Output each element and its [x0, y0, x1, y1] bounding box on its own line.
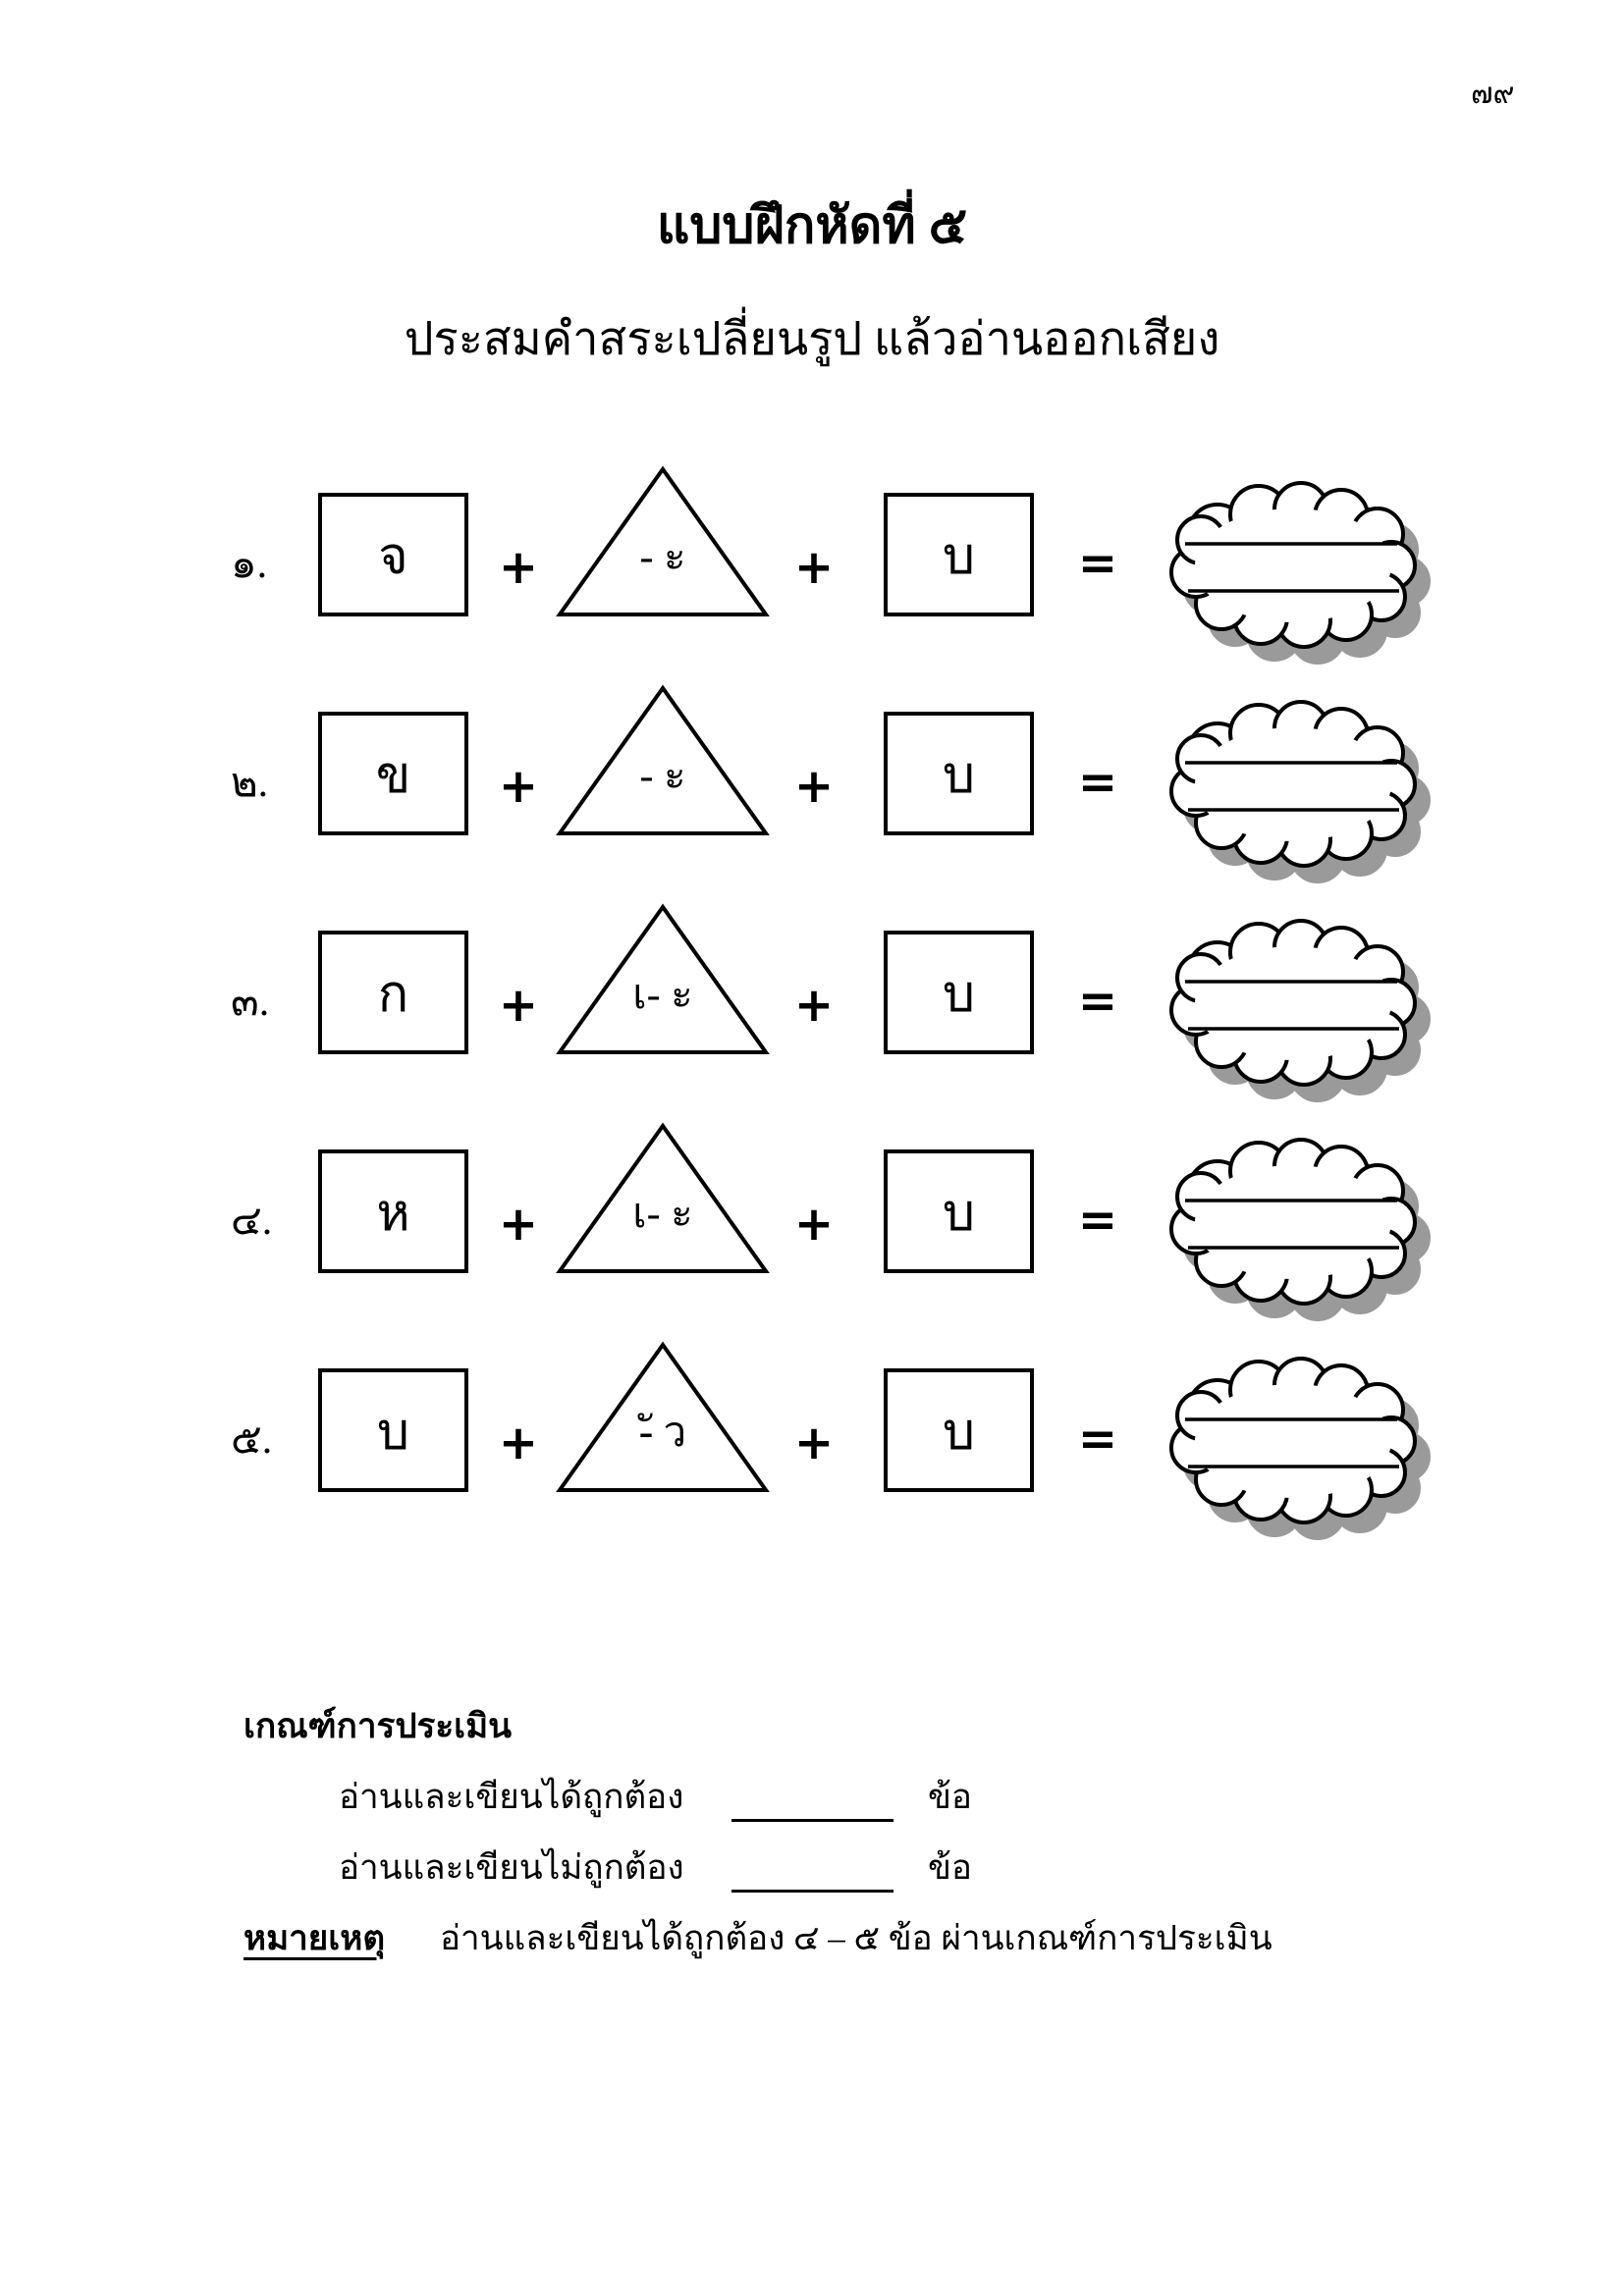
answer-cloud[interactable]	[1164, 694, 1448, 890]
initial-consonant-box	[318, 1149, 468, 1273]
equals-sign: =	[1077, 755, 1118, 810]
plus-sign: +	[793, 1197, 835, 1252]
final-consonant: บ	[942, 1186, 975, 1242]
criterion-label: อ่านและเขียนได้ถูกต้อง	[339, 1778, 684, 1816]
cloud-icon	[1164, 913, 1448, 1109]
item-number: ๕.	[231, 1417, 273, 1463]
plus-sign: +	[498, 978, 539, 1033]
note-row	[0, 1914, 1624, 1983]
item-number: ๓.	[231, 980, 270, 1025]
answer-cloud[interactable]	[1164, 913, 1448, 1109]
initial-consonant-box	[318, 1368, 468, 1492]
vowel-triangle	[555, 464, 771, 619]
final-consonant: บ	[942, 1405, 975, 1461]
worksheet-subtitle: ประสมคำสระเปลี่ยนรูป แล้วอ่านออกเสียง	[404, 314, 1220, 365]
plus-sign: +	[793, 540, 835, 595]
final-consonant-box	[884, 931, 1034, 1054]
criterion-unit: ข้อ	[928, 1848, 972, 1887]
initial-consonant: ก	[377, 967, 409, 1023]
note-label: หมายเหตุ	[244, 1919, 386, 1957]
initial-consonant-box	[318, 712, 468, 835]
worksheet-title: แบบฝึกหัดที่ ๕	[656, 198, 968, 254]
exercise-row	[0, 880, 1624, 1105]
plus-sign: +	[498, 540, 539, 595]
cloud-icon	[1164, 694, 1448, 890]
vowel-triangle	[555, 1121, 771, 1276]
cloud-icon	[1164, 1132, 1448, 1328]
final-consonant-box	[884, 1149, 1034, 1273]
answer-cloud[interactable]	[1164, 1351, 1448, 1547]
vowel-pattern: - ะ	[639, 535, 686, 580]
criterion-unit: ข้อ	[928, 1778, 972, 1816]
final-consonant-box	[884, 1368, 1034, 1492]
final-consonant-box	[884, 493, 1034, 616]
exercise-row	[0, 1098, 1624, 1324]
vowel-triangle	[555, 902, 771, 1057]
initial-consonant: ห	[376, 1186, 410, 1242]
vowel-triangle	[555, 1340, 771, 1495]
initial-consonant-box	[318, 931, 468, 1054]
final-consonant: บ	[942, 529, 975, 585]
note-text: อ่านและเขียนได้ถูกต้อง ๔ – ๕ ข้อ ผ่านเกณฑ์การประเมิน	[440, 1919, 1272, 1957]
plus-sign: +	[793, 978, 835, 1033]
vowel-pattern: เ- ะ	[632, 1192, 693, 1237]
item-number: ๒.	[231, 761, 269, 806]
equals-sign: =	[1077, 1193, 1118, 1248]
initial-consonant: บ	[376, 1405, 409, 1461]
exercise-row	[0, 1317, 1624, 1543]
final-consonant-box	[884, 712, 1034, 835]
equals-sign: =	[1077, 974, 1118, 1029]
final-consonant: บ	[942, 967, 975, 1023]
vowel-pattern: -ั ว	[638, 1411, 687, 1456]
cloud-icon	[1164, 1351, 1448, 1547]
criterion-row	[0, 1773, 1624, 1832]
criterion-row	[0, 1843, 1624, 1902]
initial-consonant: ข	[375, 748, 411, 804]
item-number: ๔.	[231, 1199, 273, 1244]
exercise-row	[0, 661, 1624, 886]
plus-sign: +	[498, 759, 539, 814]
score-blank[interactable]	[731, 1851, 893, 1893]
equals-sign: =	[1077, 1412, 1118, 1467]
cloud-icon	[1164, 475, 1448, 671]
initial-consonant-box	[318, 493, 468, 616]
plus-sign: +	[793, 759, 835, 814]
answer-cloud[interactable]	[1164, 475, 1448, 671]
plus-sign: +	[498, 1415, 539, 1470]
answer-cloud[interactable]	[1164, 1132, 1448, 1328]
page-number: ๗๙	[1471, 78, 1515, 110]
evaluation-heading: เกณฑ์การประเมิน	[244, 1707, 513, 1745]
plus-sign: +	[793, 1415, 835, 1470]
criterion-label: อ่านและเขียนไม่ถูกต้อง	[339, 1848, 684, 1887]
vowel-triangle	[555, 683, 771, 838]
vowel-pattern: เ- ะ	[632, 973, 693, 1018]
final-consonant: บ	[942, 748, 975, 804]
initial-consonant: จ	[378, 529, 408, 585]
score-blank[interactable]	[731, 1781, 893, 1822]
vowel-pattern: - ะ	[639, 754, 686, 799]
exercise-row	[0, 442, 1624, 667]
equals-sign: =	[1077, 536, 1118, 591]
item-number: ๑.	[231, 542, 268, 587]
plus-sign: +	[498, 1197, 539, 1252]
